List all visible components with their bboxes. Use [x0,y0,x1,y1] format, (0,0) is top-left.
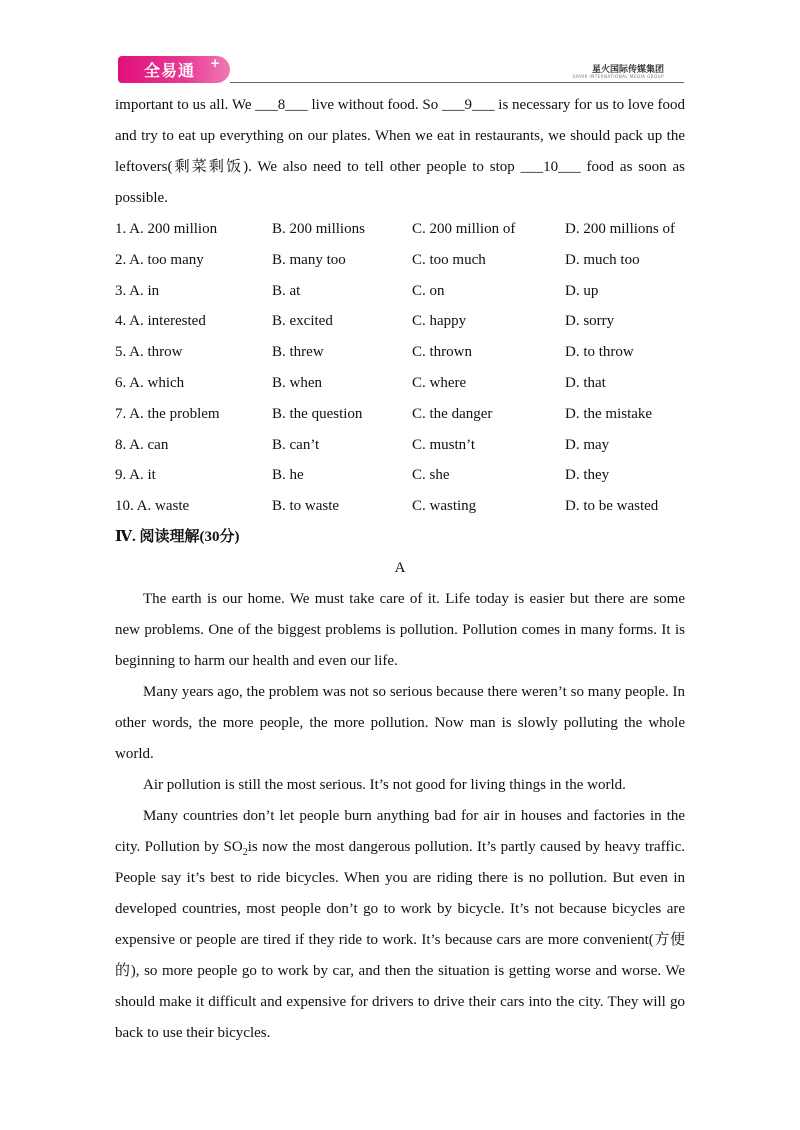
option-c: C. 200 million of [412,221,516,237]
question-row [115,245,685,276]
option-d: D. the mistake [565,405,653,422]
option-a: 6. A. which [115,374,185,391]
option-b: B. many too [272,251,346,268]
reading-paragraph-4a: Many countries don’t let people burn anything bad for air in houses and factories in the city. Pollution by SO [115,807,685,855]
option-d: D. sorry [565,313,615,330]
option-a: 3. A. in [115,282,160,299]
question-row [115,399,685,430]
option-a: 2. A. too many [115,251,204,268]
passage-label: A [394,559,406,576]
option-b: B. 200 millions [272,221,365,237]
logo-text: 全易通 [144,61,196,80]
logo-plus: + [210,56,221,70]
option-c: C. the danger [412,405,493,422]
question-row [115,276,685,307]
publisher-name: 星火国际传媒集团 [591,65,664,75]
option-a: 1. A. 200 million [115,221,218,237]
question-row [115,491,685,522]
option-d: D. 200 millions of [565,221,676,237]
cloze-passage-end: important to us all. We ___8___ live without food. So ___9___ is necessary for us to love food and try to eat up everything on our plates. When we eat in restaurants, we should pack up the leftovers(剩菜剩饭). We also need to tell other people to stop ___10___ food as soon as possible. [115,97,685,206]
brand-logo [118,56,230,83]
question-row [115,306,685,337]
header-rule [230,82,684,83]
reading-paragraph-2: Many years ago, the problem was not so serious because there weren’t so many people. In other words, the more people, the more pollution. Now man is slowly polluting the whole world. [115,683,685,762]
question-row [115,460,685,491]
option-a: 8. A. can [115,436,169,453]
option-b: B. he [272,467,304,484]
option-d: D. much too [565,251,640,268]
reading-paragraph-4b: is now the most dangerous pollution. It’s partly caused by heavy traffic. People say it’s best to ride bicycles. When you are riding there is no pollution. But even in developed countries, most people don’t go to work by bicycle. It’s not because bicycles are expensive or people are tired if they ride to work. It’s because cars are more convenient(方便的), so more people go to work by car, and then the situation is getting worse and worse. We should make it difficult and expensive for drivers to drive their cars into the city. They will go back to use their bicycles. [115,838,685,1041]
section-title: Ⅳ. 阅读理解(30分) [115,528,240,545]
option-a: 5. A. throw [115,344,183,361]
reading-paragraph-4 [115,801,685,1049]
option-b: B. can’t [272,436,320,453]
option-b: B. the question [272,405,363,422]
option-c: C. too much [412,251,486,268]
option-a: 10. A. waste [115,498,190,515]
option-d: D. may [565,436,610,453]
option-c: C. on [412,282,445,299]
question-list [115,214,685,522]
option-c: C. she [412,467,450,484]
option-b: B. at [272,282,301,299]
option-b: B. threw [272,344,324,361]
question-row [115,368,685,399]
option-b: B. excited [272,313,333,330]
option-d: D. that [565,374,606,391]
option-c: C. wasting [412,498,477,515]
option-d: D. they [565,467,610,484]
option-a: 4. A. interested [115,313,206,330]
option-b: B. when [272,374,322,391]
publisher-subtitle: SPARK INTERNATIONAL MEDIA GROUP [572,74,664,79]
page-header [118,56,684,84]
question-row [115,337,685,368]
option-c: C. mustn’t [412,436,476,453]
option-d: D. to be wasted [565,498,659,515]
page-content [115,90,685,1049]
question-row [115,214,685,245]
option-d: D. to throw [565,344,634,361]
question-row [115,430,685,461]
reading-paragraph-1: The earth is our home. We must take care of it. Life today is easier but there are some new problems. One of the biggest problems is pollution. Pollution comes in many forms. It is beginning to harm our health and even our life. [115,590,685,669]
subscript-2: 2 [242,846,248,858]
option-c: C. where [412,374,467,391]
option-c: C. happy [412,313,467,330]
option-c: C. thrown [412,344,472,361]
reading-paragraph-3: Air pollution is still the most serious. It’s not good for living things in the world. [143,776,626,793]
option-b: B. to waste [272,498,340,515]
option-a: 7. A. the problem [115,405,220,422]
option-a: 9. A. it [115,467,156,484]
option-d: D. up [565,282,599,299]
